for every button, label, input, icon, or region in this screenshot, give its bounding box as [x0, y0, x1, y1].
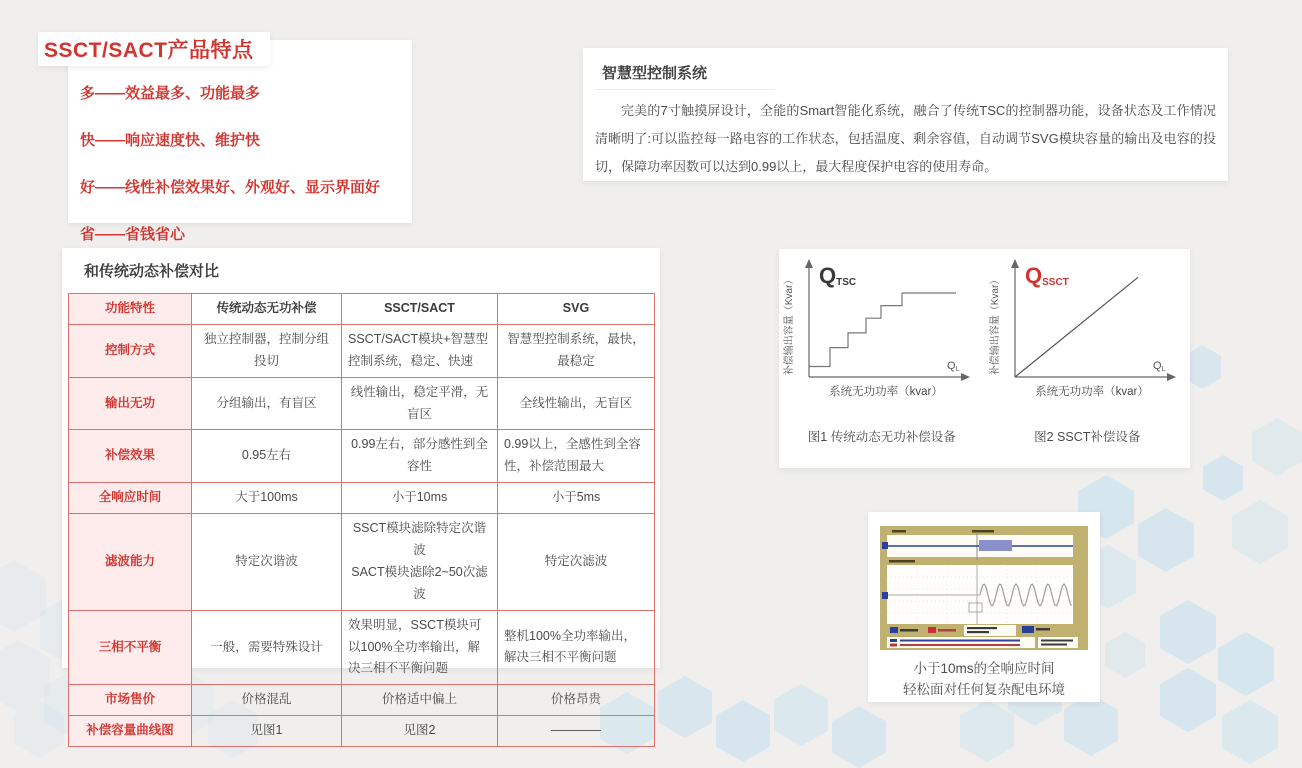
- x-end-label: QL: [1152, 360, 1165, 373]
- table-cell: 全线性输出，无盲区: [498, 377, 655, 430]
- comparison-panel: [62, 248, 660, 738]
- x-axis-arrow-icon: [1167, 373, 1176, 381]
- table-cell: 0.99左右，部分感性到全容性: [342, 430, 498, 483]
- x-axis-label: 系统无功功率（kvar）: [829, 386, 943, 398]
- feature-item: 省——省钱省心: [80, 226, 186, 243]
- feature-item: 快——响应速度快、维护快: [80, 132, 261, 149]
- ch1-chip: [890, 627, 898, 633]
- table-cell: 0.95左右: [192, 430, 342, 483]
- header-cell: SSCT/SACT: [342, 294, 498, 325]
- table-cell: ————: [498, 716, 655, 747]
- hexagon-shape: [1203, 455, 1243, 501]
- readout-mark: [900, 640, 1020, 642]
- row-label: 市场售价: [69, 685, 192, 716]
- channel-marker: [882, 592, 888, 599]
- table-row: [69, 685, 655, 716]
- row-label: 补偿效果: [69, 430, 192, 483]
- burst-bar: [979, 540, 1012, 551]
- linear-curve: [1015, 277, 1138, 377]
- step-curve: [809, 293, 956, 367]
- scope-header-mark: [972, 530, 994, 533]
- slide-title-box: [38, 32, 270, 66]
- smart-system-title: 智慧型控制系统: [595, 62, 775, 90]
- table-row: [69, 324, 655, 377]
- header-cell: 传统动态无功补偿: [192, 294, 342, 325]
- table-row: [69, 610, 655, 685]
- table-row: [69, 483, 655, 514]
- datetime-box: [1038, 637, 1078, 648]
- chart-figure-2: [985, 249, 1191, 468]
- oscilloscope-image: [880, 526, 1088, 650]
- readout-mark: [1036, 628, 1050, 631]
- table-cell: 智慧型控制系统，最快，最稳定: [498, 324, 655, 377]
- feature-item: 多——效益最多、功能最多: [80, 85, 261, 102]
- hexagon-shape: [1218, 632, 1274, 696]
- hexagon-shape: [832, 706, 886, 768]
- scope-label-mark: [889, 560, 915, 563]
- hexagon-shape: [0, 640, 50, 712]
- features-panel: [68, 40, 412, 243]
- ch2-chip: [928, 627, 936, 633]
- table-cell: 价格混乱: [192, 685, 342, 716]
- table-header-row: [69, 294, 655, 325]
- feature-item: 好——线性补偿效果好、外观好、显示界面好: [80, 179, 381, 196]
- row-chip: [890, 644, 897, 647]
- table-cell: SSCT模块滤除特定次谐波 SACT模块滤除2~50次滤波: [342, 514, 498, 611]
- chart-2-caption: 图2 SSCT补偿设备: [1034, 430, 1141, 444]
- row-chip: [890, 639, 897, 642]
- series-label: QSSCT: [1024, 263, 1069, 288]
- chart-1-canvas: [779, 249, 979, 419]
- readout-mark: [1041, 644, 1067, 646]
- table-cell: 效果明显，SSCT模块可以100%全功率输出，解决三相不平衡问题: [342, 610, 498, 685]
- table-cell: 见图1: [192, 716, 342, 747]
- table-cell: 特定次滤波: [498, 514, 655, 611]
- row-label: 补偿容量曲线图: [69, 716, 192, 747]
- table-row: [69, 716, 655, 747]
- scope-caption: [868, 659, 1100, 701]
- measurement-table: [887, 637, 1035, 648]
- chart-1-caption: 图1 传统动态无功补偿设备: [807, 430, 956, 444]
- table-cell: 一般，需要特殊设计: [192, 610, 342, 685]
- header-cell: 功能特性: [69, 294, 192, 325]
- table-cell: 独立控制器，控制分组投切: [192, 324, 342, 377]
- trigger-chip: [1022, 626, 1034, 633]
- row-label: 滤波能力: [69, 514, 192, 611]
- table-row: [69, 430, 655, 483]
- hexagon-shape: [1105, 632, 1145, 678]
- slide-title: SSCT/SACT产品特点: [44, 39, 254, 62]
- smart-system-panel: [583, 48, 1228, 181]
- readout-mark: [967, 627, 997, 629]
- hexagon-shape: [1138, 508, 1194, 572]
- charts-panel: [779, 249, 1190, 468]
- table-cell: 小于10ms: [342, 483, 498, 514]
- chart-2-canvas: [985, 249, 1185, 419]
- hexagon-shape: [1252, 418, 1302, 476]
- hexagon-shape: [658, 676, 712, 738]
- hexagon-shape: [1222, 700, 1278, 764]
- scope-header-mark: [892, 530, 906, 533]
- hexagon-shape: [1232, 500, 1288, 564]
- scope-caption-line: 小于10ms的全响应时间: [913, 661, 1055, 676]
- hexagon-shape: [774, 684, 828, 746]
- readout-mark: [967, 631, 989, 633]
- table-cell: 价格昂贵: [498, 685, 655, 716]
- hexagon-shape: [0, 560, 46, 632]
- y-axis-label: 补偿输出容量（Kvar）: [989, 274, 1001, 376]
- table-cell: 小于5ms: [498, 483, 655, 514]
- y-axis-arrow-icon: [805, 259, 813, 268]
- comparison-table: [68, 293, 655, 747]
- table-cell: SSCT/SACT模块+智慧型控制系统，稳定、快速: [342, 324, 498, 377]
- row-label: 输出无功: [69, 377, 192, 430]
- table-row: [69, 377, 655, 430]
- row-label: 三相不平衡: [69, 610, 192, 685]
- table-cell: 0.99以上，全感性到全容性，补偿范围最大: [498, 430, 655, 483]
- table-cell: 见图2: [342, 716, 498, 747]
- scope-panel: [868, 512, 1100, 702]
- y-axis-label: 补偿输出容量（Kvar）: [784, 274, 795, 376]
- readout-mark: [900, 629, 918, 632]
- hexagon-shape: [1160, 600, 1216, 664]
- hexagon-shape: [716, 700, 770, 762]
- timebase-box: [964, 625, 1016, 636]
- x-axis-arrow-icon: [961, 373, 970, 381]
- table-row: [69, 514, 655, 611]
- hexagon-shape: [1064, 694, 1118, 756]
- row-label: 控制方式: [69, 324, 192, 377]
- table-cell: 特定次谐波: [192, 514, 342, 611]
- table-cell: 线性输出，稳定平滑，无盲区: [342, 377, 498, 430]
- readout-mark: [938, 629, 956, 632]
- readout-mark: [1041, 640, 1073, 642]
- header-cell: SVG: [498, 294, 655, 325]
- table-cell: 大于100ms: [192, 483, 342, 514]
- chart-figure-1: [779, 249, 985, 468]
- table-cell: 分组输出，有盲区: [192, 377, 342, 430]
- smart-system-body: 完美的7寸触摸屏设计，全能的Smart智能化系统，融合了传统TSC的控制器功能，设备状态及工作情况清晰明了:可以监控每一路电容的工作状态，包括温度、剩余容值，自动调节SVG模块容量的输出及电容的投切，保障功率因数可以达到0.99以上，最大程度保护电容的使用寿命。: [595, 103, 1216, 174]
- readout-mark: [900, 644, 1020, 646]
- hexagon-shape: [1160, 668, 1216, 732]
- feature-list: [68, 40, 412, 244]
- series-label: QTSC: [819, 263, 857, 288]
- hexagon-shape: [960, 700, 1014, 762]
- comparison-title: 和传统动态补偿对比: [84, 263, 220, 280]
- x-axis-label: 系统无功功率（kvar）: [1034, 386, 1149, 398]
- table-cell: 整机100%全功率输出，解决三相不平衡问题: [498, 610, 655, 685]
- x-end-label: QL: [947, 360, 960, 373]
- scope-caption-line: 轻松面对任何复杂配电环境: [903, 681, 1065, 697]
- channel-marker: [882, 542, 888, 549]
- row-label: 全响应时间: [69, 483, 192, 514]
- table-cell: 价格适中偏上: [342, 685, 498, 716]
- y-axis-arrow-icon: [1011, 259, 1019, 268]
